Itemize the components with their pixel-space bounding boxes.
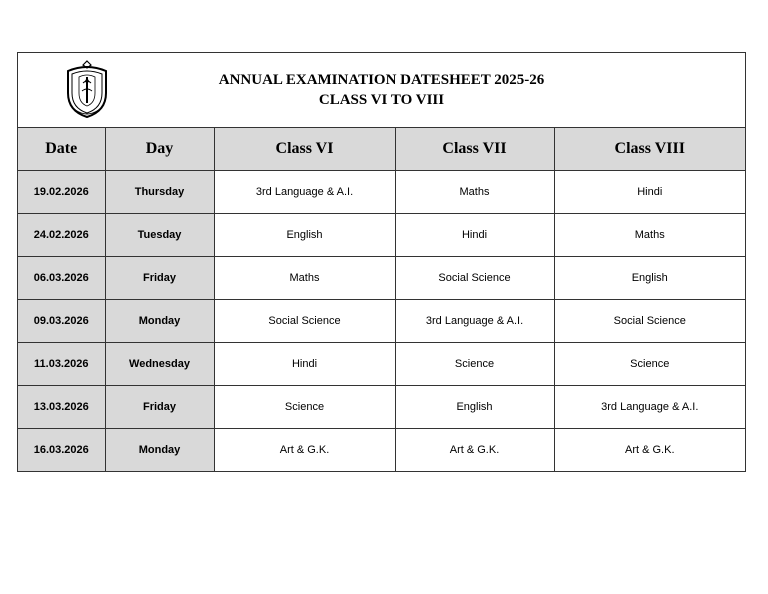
class-vii-subject: English [395,386,554,429]
table-row [18,257,745,300]
table-row [18,214,745,257]
class-viii-subject: Hindi [554,171,745,214]
day-cell: Friday [105,257,214,300]
column-header-day: Day [105,128,214,171]
class-viii-subject: English [554,257,745,300]
day-cell: Thursday [105,171,214,214]
day-cell: Friday [105,386,214,429]
day-cell: Monday [105,429,214,472]
datesheet [17,52,746,472]
date-cell: 24.02.2026 [18,214,105,257]
class-vii-subject: Hindi [395,214,554,257]
datesheet-table [18,128,745,471]
title-row [18,53,745,128]
class-vii-subject: Maths [395,171,554,214]
day-cell: Wednesday [105,343,214,386]
day-cell: Tuesday [105,214,214,257]
column-header-class-vi: Class VI [214,128,395,171]
column-header-class-viii: Class VIII [554,128,745,171]
class-vii-subject: Art & G.K. [395,429,554,472]
class-vi-subject: 3rd Language & A.I. [214,171,395,214]
table-row [18,386,745,429]
class-vi-subject: Art & G.K. [214,429,395,472]
date-cell: 06.03.2026 [18,257,105,300]
column-header-date: Date [18,128,105,171]
class-viii-subject: Social Science [554,300,745,343]
table-row [18,429,745,472]
class-viii-subject: Maths [554,214,745,257]
date-cell: 11.03.2026 [18,343,105,386]
day-cell: Monday [105,300,214,343]
table-header-row [18,128,745,171]
table-row [18,300,745,343]
date-cell: 09.03.2026 [18,300,105,343]
class-viii-subject: Art & G.K. [554,429,745,472]
column-header-class-vii: Class VII [395,128,554,171]
class-viii-subject: Science [554,343,745,386]
table-row [18,171,745,214]
page-title: ANNUAL EXAMINATION DATESHEET 2025-26 [218,72,545,88]
class-vi-subject: English [214,214,395,257]
class-viii-subject: 3rd Language & A.I. [554,386,745,429]
class-vi-subject: Science [214,386,395,429]
title-block [168,70,595,110]
class-vii-subject: 3rd Language & A.I. [395,300,554,343]
class-vii-subject: Social Science [395,257,554,300]
class-vi-subject: Hindi [214,343,395,386]
date-cell: 16.03.2026 [18,429,105,472]
school-crest-icon [62,59,112,121]
date-cell: 13.03.2026 [18,386,105,429]
class-vi-subject: Social Science [214,300,395,343]
table-row [18,343,745,386]
page-subtitle: CLASS VI TO VIII [318,92,445,108]
date-cell: 19.02.2026 [18,171,105,214]
class-vii-subject: Science [395,343,554,386]
class-vi-subject: Maths [214,257,395,300]
